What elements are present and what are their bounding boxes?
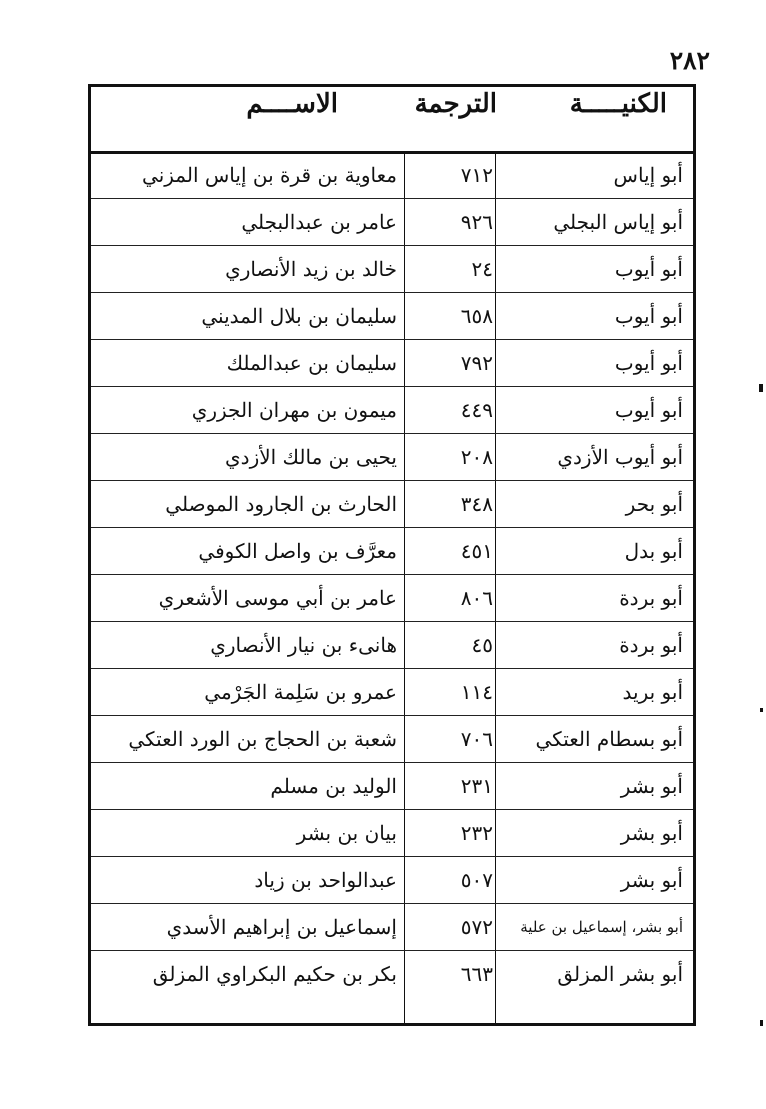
cell-tarjama-number: ٦٥٨	[460, 303, 493, 328]
cell-tarjama-number: ٢٣١	[460, 773, 493, 798]
table-row	[91, 198, 693, 246]
cell-kunya: أبو بدل	[624, 538, 683, 563]
cell-name: شعبة بن الحجاج بن الورد العتكي	[128, 726, 397, 751]
cell-kunya: أبو بشر، إسماعيل بن علية	[520, 917, 683, 936]
cell-kunya: أبو إياس	[613, 162, 683, 187]
table-row	[91, 151, 693, 199]
cell-name: عامر بن أبي موسى الأشعري	[158, 585, 397, 610]
header-name: الاســــم	[246, 89, 338, 119]
cell-tarjama-number: ٥٠٧	[460, 867, 493, 892]
cell-kunya: أبو بردة	[619, 585, 683, 610]
table-row	[91, 386, 693, 434]
cell-tarjama-number: ٤٥١	[460, 538, 493, 563]
cell-tarjama-number: ٢٠٨	[460, 444, 493, 469]
cell-kunya: أبو بشر	[620, 820, 683, 845]
margin-mark	[759, 384, 763, 392]
cell-tarjama-number: ٢٣٢	[460, 820, 493, 845]
table-body	[91, 151, 693, 1023]
table-row	[91, 339, 693, 387]
cell-tarjama-number: ٨٠٦	[460, 585, 493, 610]
cell-kunya: أبو أيوب	[614, 256, 683, 281]
page-number: ٢٨٢	[669, 46, 710, 75]
cell-name: معاوية بن قرة بن إياس المزني	[142, 162, 397, 187]
cell-tarjama-number: ٦٦٣	[460, 961, 493, 986]
cell-name: بكر بن حكيم البكراوي المزلق	[152, 961, 397, 986]
cell-tarjama-number: ٩٢٦	[460, 209, 493, 234]
header-kunya: الكنيـــــة	[569, 89, 667, 119]
table-row	[91, 574, 693, 622]
margin-mark	[760, 1020, 763, 1026]
cell-name: بيان بن بشر	[296, 820, 397, 845]
table-row	[91, 668, 693, 716]
table-row	[91, 245, 693, 293]
cell-kunya: أبو أيوب	[614, 350, 683, 375]
cell-name: الوليد بن مسلم	[270, 773, 397, 798]
cell-name: هانىء بن نيار الأنصاري	[210, 632, 397, 657]
cell-kunya: أبو أيوب	[614, 303, 683, 328]
cell-tarjama-number: ٥٧٢	[460, 914, 493, 939]
cell-kunya: أبو بشر	[620, 867, 683, 892]
table-row	[91, 527, 693, 575]
table-row	[91, 856, 693, 904]
kunya-index-table	[88, 84, 696, 1026]
cell-tarjama-number: ٧٩٢	[460, 350, 493, 375]
cell-tarjama-number: ١١٤	[460, 679, 493, 704]
cell-tarjama-number: ٣٤٨	[460, 491, 493, 516]
cell-kunya: أبو بشر المزلق	[557, 961, 683, 986]
cell-name: عامر بن عبدالبجلي	[241, 209, 397, 234]
table-row	[91, 809, 693, 857]
cell-name: سليمان بن بلال المديني	[201, 303, 397, 328]
cell-kunya: أبو بحر	[625, 491, 683, 516]
table-row	[91, 715, 693, 763]
cell-name: إسماعيل بن إبراهيم الأسدي	[166, 914, 397, 939]
cell-name: ميمون بن مهران الجزري	[191, 397, 397, 422]
table-row	[91, 762, 693, 810]
table-row	[91, 621, 693, 669]
cell-name: سليمان بن عبدالملك	[226, 350, 397, 375]
cell-kunya: أبو بشر	[620, 773, 683, 798]
header-tarjama: الترجمة	[414, 89, 497, 119]
table-row	[91, 480, 693, 528]
cell-name: الحارث بن الجارود الموصلي	[165, 491, 397, 516]
cell-tarjama-number: ٤٥	[471, 632, 493, 657]
cell-kunya: أبو إياس البجلي	[553, 209, 683, 234]
table-row	[91, 903, 693, 951]
cell-tarjama-number: ٤٤٩	[460, 397, 493, 422]
cell-name: عبدالواحد بن زياد	[254, 867, 397, 892]
cell-kunya: أبو أيوب الأزدي	[557, 444, 683, 469]
margin-mark	[760, 708, 763, 712]
table-row	[91, 433, 693, 481]
cell-kunya: أبو أيوب	[614, 397, 683, 422]
cell-name: عمرو بن سَلِمة الجَرْمي	[204, 679, 397, 704]
cell-tarjama-number: ٢٤	[471, 256, 493, 281]
cell-kunya: أبو بردة	[619, 632, 683, 657]
table-row	[91, 950, 693, 997]
table-row	[91, 292, 693, 340]
cell-name: خالد بن زيد الأنصاري	[225, 256, 397, 281]
cell-tarjama-number: ٧١٢	[460, 162, 493, 187]
cell-kunya: أبو بسطام العتكي	[535, 726, 683, 751]
table-header	[91, 87, 693, 154]
cell-name: معرَّف بن واصل الكوفي	[198, 538, 397, 563]
cell-tarjama-number: ٧٠٦	[460, 726, 493, 751]
cell-name: يحيى بن مالك الأزدي	[225, 444, 397, 469]
cell-kunya: أبو بريد	[622, 679, 683, 704]
